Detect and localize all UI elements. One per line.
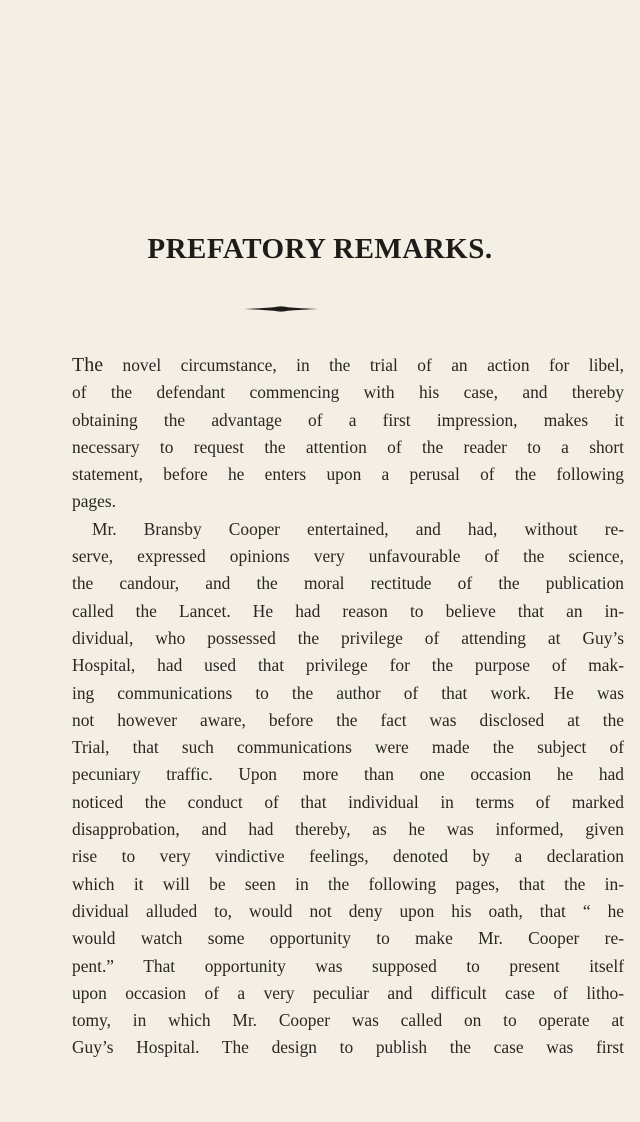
page-heading: PREFATORY REMARKS. (147, 233, 493, 265)
text-line: called the Lancet. He had reason to believe that an in- (72, 600, 624, 621)
text-line: Guy’s Hospital. The design to publish the case was first (72, 1037, 624, 1058)
first-word: The (72, 354, 104, 376)
text-line: would watch some opportunity to make Mr. Cooper re- (72, 928, 624, 949)
body-text (72, 352, 624, 1062)
text-line: ing communications to the author of that work. He was (72, 682, 624, 703)
text-line: the candour, and the moral rectitude of the publication (72, 573, 624, 594)
text-line: tomy, in which Mr. Cooper was called on to operate at (72, 1010, 624, 1031)
text-line: pecuniary traffic. Upon more than one occasion he had (72, 764, 624, 785)
text-line: noticed the conduct of that individual in terms of marked (72, 791, 624, 812)
text-line: Hospital, had used that privilege for the purpose of mak- (72, 655, 624, 676)
text-line: not however aware, before the fact was disclosed at the (72, 709, 624, 730)
rule-ornament-icon (244, 304, 318, 314)
text-line: pent.” That opportunity was supposed to present itself (72, 955, 624, 976)
text-line: disapprobation, and had thereby, as he was informed, given (72, 819, 624, 840)
text-line: Trial, that such communications were made the subject of (72, 737, 624, 758)
text-line: which it will be seen in the following pages, that the in- (72, 873, 624, 894)
text-line: dividual, who possessed the privilege of attending at Guy’s (72, 627, 624, 648)
text-line: serve, expressed opinions very unfavourable of the science, (72, 546, 624, 567)
text-line: The novel circumstance, in the trial of an action for libel, (72, 354, 624, 376)
text-line: obtaining the advantage of a first impression, makes it (72, 409, 624, 430)
text-line: necessary to request the attention of the reader to a short (72, 436, 624, 457)
text-line: rise to very vindictive feelings, denoted by a declaration (72, 846, 624, 867)
text-line: statement, before he enters upon a perusal of the following (72, 464, 624, 485)
text-line: of the defendant commencing with his case, and thereby (72, 382, 624, 403)
text-line: Mr. Bransby Cooper entertained, and had, without re- (92, 518, 624, 539)
text-line: upon occasion of a very peculiar and difficult case of litho- (72, 982, 624, 1003)
text-line: dividual alluded to, would not deny upon his oath, that “ he (72, 900, 624, 921)
text-line: pages. (72, 491, 116, 512)
